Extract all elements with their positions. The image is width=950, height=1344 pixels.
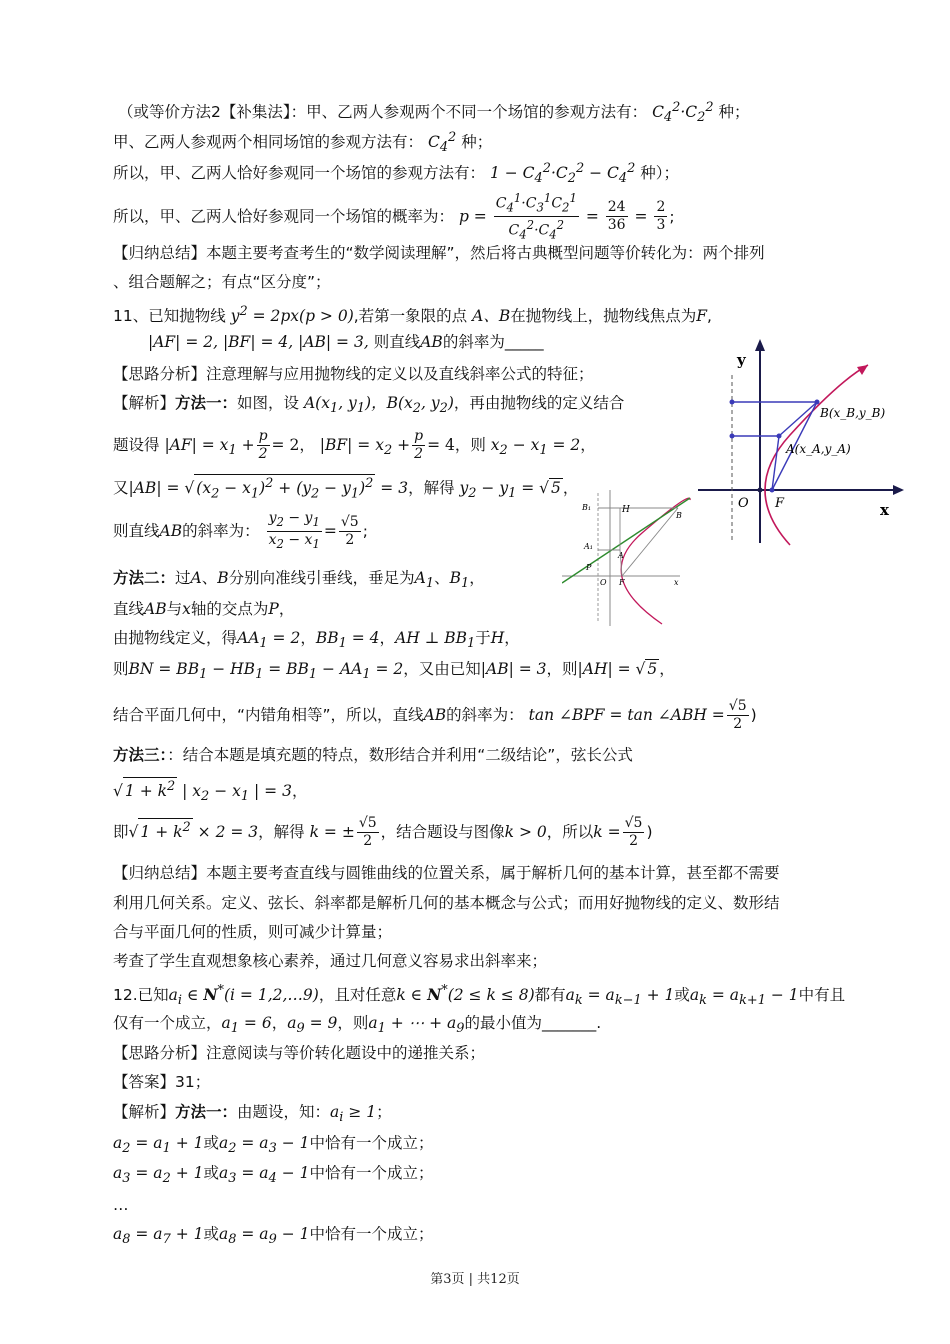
text-span: 题设得 <box>113 436 160 454</box>
text-span: （或等价方法2【补集法】：甲、乙两人参观两个不同一个场馆的参观方法有： <box>118 103 648 122</box>
text-line: 【归纳总结】本题主要考查考生的“数学阅读理解”，然后将古典概型问题等价转化为：两个排列 <box>113 244 765 262</box>
y-axis-arrow-icon <box>755 339 765 351</box>
formula: BN = $BB_1 - HB_1 = BB_1 - AA_1 = 2$ <box>128 660 404 683</box>
formula: p = <box>458 207 487 226</box>
fraction: $\frac{p}{2}$ <box>258 428 268 462</box>
formula: $a_9 = 9$ <box>287 1014 338 1037</box>
text-span: 的最小值为_______. <box>464 1014 602 1032</box>
text-line: 则BN = $BB_1 - HB_1 = BB_1 - AA_1 = 2$，又由已知|AB| = 3，则|AH| = √ 5 ， <box>113 660 675 683</box>
fraction: $\frac{√5}{2}$ <box>340 513 359 548</box>
formula: $a_8 = a_7 + 1$ <box>113 1225 204 1248</box>
text-line: 【思路分析】注意理解与应用抛物线的定义以及直线斜率公式的特征； <box>113 365 594 383</box>
formula: |AB| = √ $(x_2 - x_1)^2 + (y_2 - y_1)^2 = 3$ <box>128 476 409 502</box>
parabola-figure-1 <box>690 335 920 550</box>
point-A1 <box>730 434 735 439</box>
text-line: 【解析】方法一：由题设，知：$a_i \ge 1$； <box>113 1103 392 1126</box>
formula: √ $1 + k^2$ | $x_2 - x_1$ | = 3 <box>113 779 292 805</box>
text-line: 【归纳总结】本题主要考查直线与圆锥曲线的位置关系，属于解析几何的基本计算，甚至都不需要 <box>113 864 780 882</box>
x-axis-arrow-icon <box>893 485 904 495</box>
point-A <box>777 434 782 439</box>
formula: $a_2 = a_3 - 1$ <box>219 1134 310 1157</box>
text-span: 所以，甲、乙两人恰好参观同一个场馆的参观方法有： <box>113 164 486 183</box>
fraction: $\frac{24}{36}$ <box>607 199 626 234</box>
text-line: 结合平面几何中，“内错角相等”，所以，直线AB的斜率为： tan ∠BPF = tan ∠ABH = $\frac{√5}{2}$ ) <box>113 698 757 732</box>
text-span: ，再由抛物线的定义结合 <box>453 394 625 412</box>
formula: $a_k = a_{k-1} + 1$ <box>565 986 675 1009</box>
text-span: ，结合题设与图像 <box>380 823 505 841</box>
text-span: 或 <box>674 986 690 1005</box>
method-label: 方法一： <box>175 1103 238 1121</box>
text-line: 、组合题解之；有点“区分度”； <box>113 273 331 291</box>
text-span: 分别向准线引垂线，垂足为 <box>228 569 415 587</box>
text-span: 或 <box>203 1225 219 1243</box>
point-F <box>770 488 775 493</box>
text-line: 即√ $1 + k^2 \times 2 = 3$，解得 k = ± $\frac{√5}{2}$ ，结合题设与图像k > 0，所以k = $\frac{√5}{2}$ ) <box>113 815 653 849</box>
parabola-figure-2 <box>562 488 692 628</box>
fraction: $\frac{C_4^1\cdot C_3^1C_2^1}{C_4^2\cdot C_4^2}$ <box>495 191 577 242</box>
formula: $|AF| = x_1$ + <box>164 436 255 459</box>
formula: $C_4^2\cdot C_2^2$ <box>652 100 714 126</box>
formula: |AH| = √ 5 <box>577 660 658 678</box>
text-span: 12.已知 <box>113 986 169 1005</box>
formula: $a_k = a_{k+1} - 1$ <box>689 986 799 1009</box>
formula: tan ∠BPF = tan ∠ABH = <box>528 706 725 724</box>
label-B: B(x_B,y_B) <box>820 406 886 420</box>
label-B1: B₁ <box>582 503 592 512</box>
text-line: 考查了学生直观想象核心素养，通过几何意义容易求出斜率来； <box>113 952 548 970</box>
point-B1 <box>730 400 735 405</box>
text-span: 在抛物线上，抛物线焦点为 <box>510 307 697 326</box>
text-span: 【解析】 <box>113 1103 176 1121</box>
text-span: ，则 <box>454 436 486 454</box>
formula: k = ± <box>309 823 355 841</box>
formula: $a_2 = a_1 + 1$ <box>113 1134 204 1157</box>
label-A1: A₁ <box>584 542 593 551</box>
text-span: ，又由已知 <box>403 660 481 678</box>
text-line: √ $1 + k^2$ | $x_2 - x_1$ | = 3， <box>113 779 308 805</box>
text-span: 如图，设 <box>237 394 300 412</box>
text-line <box>113 393 624 419</box>
text-span: 结合平面几何中，“内错角相等”，所以，直线 <box>113 706 424 724</box>
label-F: F <box>619 578 625 587</box>
formula: $A(x_1$, $y_1$)，$B(x_2$, $y_2$) <box>303 394 454 417</box>
text-span: 由抛物线定义，得 <box>113 629 238 647</box>
text-span: 仅有一个成立， <box>113 1014 222 1032</box>
text-span: 种； <box>461 133 493 152</box>
text-span: 种）； <box>640 164 680 183</box>
formula: $BB_1 = 4$ <box>315 629 380 652</box>
label-y: y <box>737 351 746 369</box>
text-span: 中恰有一个成立； <box>309 1164 434 1182</box>
text-span: ：结合本题是填充题的特点，数形结合并利用“二级结论”，弦长公式 <box>167 746 633 764</box>
formula: $a_i$ ∈ N*(i = 1,2,…9) <box>168 983 319 1009</box>
text-line: 方法二：过A、B分别向准线引垂线，垂足为$A_1$、$B_1$， <box>113 569 485 592</box>
text-line: 则直线AB的斜率为： $\frac{y_2 - y_1}{x_2 - x_1}$ = $\frac{√5}{2}$ ; <box>113 510 368 551</box>
text-line: |AF| = 2, |BF| = 4, |AB| = 3, 则直线AB的斜率为_____ <box>148 333 544 351</box>
text-span: 11、已知抛物线 <box>113 307 226 326</box>
text-line: 所以，甲、乙两人恰好参观同一个场馆的概率为： p = $\frac{C_4^1\cdot C_3^1C_2^1}{C_4^2\cdot C_4^2}$ = $\frac{24}{36}$ = $\frac{2}{3}$ ; <box>113 191 675 242</box>
text-span: ，则 <box>337 1014 369 1032</box>
segment-FB <box>622 508 678 576</box>
fraction: $\frac{p}{2}$ <box>414 428 424 462</box>
label-H: H <box>622 505 630 515</box>
formula: $1 - C_4^2\cdot C_2^2 - C_4^2$ <box>489 161 636 187</box>
label-A: A(x_A,y_A) <box>786 442 851 456</box>
text-span: ，解得 <box>408 479 455 498</box>
formula: $a_3 = a_4 - 1$ <box>219 1164 310 1187</box>
fraction: $\frac{y_2 - y_1}{x_2 - x_1}$ <box>268 510 320 551</box>
text-span: 【解析】 <box>113 394 176 412</box>
point-O <box>758 488 763 493</box>
text-span: ，且对任意 <box>318 986 397 1005</box>
text-span: 中有且 <box>798 986 846 1005</box>
text-line <box>113 159 679 189</box>
text-span: 则 <box>113 660 129 678</box>
text-line: 11、已知抛物线 $y^2 = 2px(p > 0)$,若第一象限的点 A、B在抛物线上，抛物线焦点为F, <box>113 304 712 326</box>
text-span: 所以，甲、乙两人恰好参观同一个场馆的概率为： <box>113 207 455 226</box>
text-span: 的斜率为_____ <box>442 333 544 351</box>
text-line <box>118 98 750 128</box>
label-F: F <box>775 496 785 511</box>
text-line: 又|AB| = √ $(x_2 - x_1)^2 + (y_2 - y_1)^2 = 3$，解得 $y_2 - y_1$ = √ 5 ， <box>113 476 579 502</box>
text-span: 又 <box>113 479 129 498</box>
text-span: ,若第一象限的点 <box>353 307 468 326</box>
text-span: 的斜率为： <box>182 521 260 540</box>
text-line <box>113 745 633 765</box>
formula: k > 0 <box>504 823 547 841</box>
formula: $a_8 = a_9 - 1$ <box>219 1225 310 1248</box>
label-O: O <box>600 578 607 587</box>
text-line <box>113 1224 434 1250</box>
method-label: 方法三： <box>113 746 168 764</box>
text-span: 甲、乙两人参观两个相同场馆的参观方法有： <box>113 133 424 152</box>
formula: √ $1 + k^2 \times 2 = 3$ <box>128 819 259 841</box>
text-span: 由题设，知： <box>237 1103 331 1121</box>
segment-AB <box>779 402 817 436</box>
fraction: $\frac{2}{3}$ <box>656 199 666 234</box>
method-label: 方法一： <box>175 394 238 412</box>
label-x: x <box>674 578 679 587</box>
text-line: 直线AB与x轴的交点为P， <box>113 600 295 618</box>
text-span: ，则 <box>546 660 578 678</box>
text-span: 种； <box>718 103 750 122</box>
page-footer: 第3页 | 共12页 <box>430 1272 520 1287</box>
text-span: ，解得 <box>258 823 305 841</box>
text-line <box>113 981 845 1011</box>
text-line <box>113 1163 434 1189</box>
method-label: 方法二： <box>113 569 176 587</box>
text-span: 中恰有一个成立； <box>309 1225 434 1243</box>
text-line <box>113 1133 434 1159</box>
text-span: 即 <box>113 823 129 841</box>
text-span: 的斜率为： <box>446 706 524 724</box>
label-A: A <box>618 551 624 560</box>
text-span: 或 <box>203 1134 219 1152</box>
text-span: 与 <box>166 600 183 618</box>
text-line: 仅有一个成立，$a_1 = 6$，$a_9 = 9$，则$a_1$ + ⋯ + $a_9$的最小值为_______. <box>113 1014 602 1037</box>
text-span: 过 <box>175 569 191 587</box>
text-span: 于 <box>475 629 491 647</box>
text-span: 或 <box>203 1164 219 1182</box>
label-P: P <box>586 563 592 572</box>
text-line: 【答案】31； <box>113 1073 211 1091</box>
point-B <box>815 400 820 405</box>
formula: $a_i \ge 1$ <box>330 1103 377 1126</box>
fraction: $\frac{√5}{2}$ <box>728 698 747 732</box>
text-line: 利用几何关系。定义、弦长、斜率都是解析几何的基本概念与公式；而用好抛物线的定义、数形结 <box>113 894 780 912</box>
formula: $x_2 - x_1 = 2$ <box>490 436 581 459</box>
text-span: 则直线 <box>373 333 421 351</box>
formula: $|BF| = x_2$ + <box>319 436 411 459</box>
formula: |AF| = 2, |BF| = 4, |AB| = 3, <box>148 333 369 351</box>
text-span: ，所以 <box>546 823 594 841</box>
formula: k ∈ N*(2 ≤ k ≤ 8) <box>396 983 535 1005</box>
text-line: 合与平面几何的性质，则可减少计算量； <box>113 923 393 941</box>
formula: AH ⊥ $BB_1$ <box>395 629 476 652</box>
text-line: 题设得 $|AF| = x_1$ + $\frac{p}{2}$ = 2， $|BF| = x_2$ + $\frac{p}{2}$ = 4，则 $x_2 - x_1 = 2$， <box>113 428 596 462</box>
formula: $y_2 - y_1$ = √ 5 <box>459 479 561 502</box>
formula: |AB| = 3 <box>480 660 547 678</box>
text-span: 都有 <box>534 986 566 1005</box>
fraction: $\frac{√5}{2}$ <box>624 815 643 849</box>
label-B: B <box>676 511 682 520</box>
text-span: 则直线 <box>113 521 160 540</box>
formula: $a_3 = a_2 + 1$ <box>113 1164 204 1187</box>
text-line <box>113 128 492 158</box>
label-O: O <box>738 496 749 511</box>
formula: $a_1$ + ⋯ + $a_9$ <box>368 1014 465 1037</box>
text-line: … <box>113 1196 129 1214</box>
text-line: 【思路分析】注意阅读与等价转化题设中的递推关系； <box>113 1044 486 1062</box>
formula: $C_4^2$ <box>427 130 457 156</box>
fraction: $\frac{√5}{2}$ <box>358 815 377 849</box>
formula: $AA_1 = 2$ <box>237 629 301 652</box>
formula: $a_1 = 6$ <box>221 1014 272 1037</box>
label-x: x <box>880 501 889 519</box>
text-span: 直线 <box>113 600 145 618</box>
text-span: 轴的交点为 <box>190 600 269 618</box>
formula: $y^2 = 2px(p > 0)$ <box>230 304 354 326</box>
text-line: 由抛物线定义，得$AA_1 = 2$，$BB_1 = 4$，AH ⊥ $BB_1$于H， <box>113 629 520 652</box>
text-span: 中恰有一个成立； <box>309 1134 434 1152</box>
